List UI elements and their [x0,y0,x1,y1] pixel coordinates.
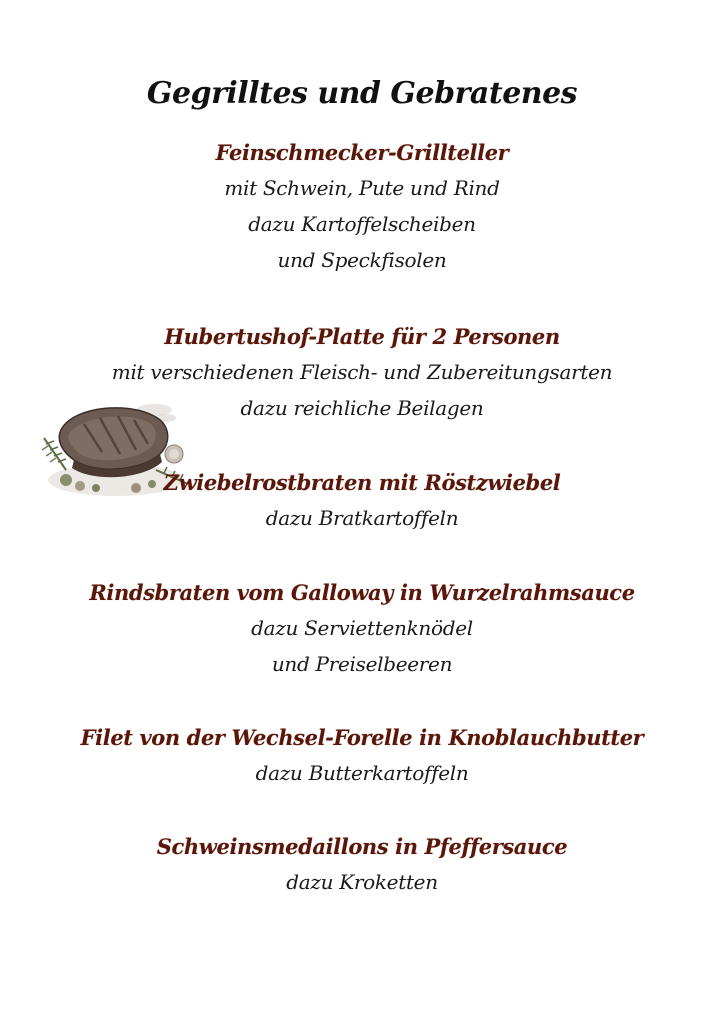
dish-description-line: und Preiselbeeren [271,652,453,676]
dish-description-line: mit verschiedenen Fleisch- und Zubereitungsarten [111,360,613,384]
dish-name: Feinschmecker-Grillteller [215,140,509,165]
dish-item [0,466,724,536]
dish-item [0,136,724,278]
dish-description-line: dazu reichliche Beilagen [240,396,484,420]
dish-name: Schweinsmedaillons in Pfeffersauce [156,834,568,859]
dish-description-line: dazu Kartoffelscheiben [248,212,476,236]
dish-description-line: dazu Butterkartoffeln [255,761,469,785]
dish-description-line: mit Schwein, Pute und Rind [224,176,500,200]
dish-description-line: dazu Bratkartoffeln [265,506,459,530]
dish-item [0,320,724,426]
dish-item [0,576,724,682]
dish-name: Rindsbraten vom Galloway in Wurzelrahmsauce [89,580,635,605]
dish-description-line: dazu Kroketten [286,870,438,894]
dish-description-line: und Speckfisolen [277,248,447,272]
dish-item [0,721,724,791]
dish-item [0,830,724,900]
dish-name: Filet von der Wechsel-Forelle in Knoblauchbutter [80,725,644,750]
dish-name: Zwiebelrostbraten mit Röstzwiebel [163,470,561,495]
dish-name: Hubertushof-Platte für 2 Personen [164,324,560,349]
dish-description-line: dazu Serviettenknödel [251,616,473,640]
page-title: Gegrilltes und Gebratenes [146,76,578,111]
